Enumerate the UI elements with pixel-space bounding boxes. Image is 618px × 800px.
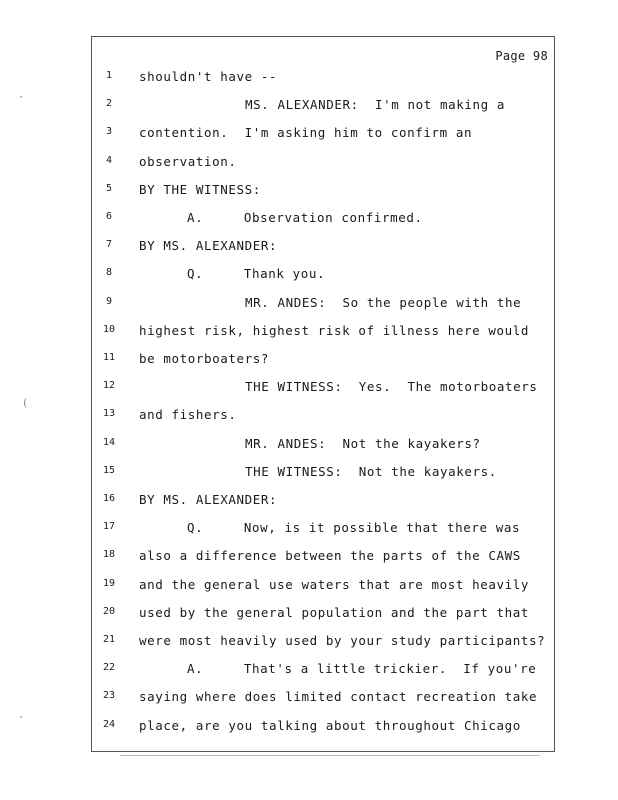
scan-noise [120, 755, 540, 756]
transcript-line: A. That's a little trickier. If you're [187, 661, 537, 677]
transcript-line: be motorboaters? [139, 351, 270, 366]
transcript-line: MR. ANDES: Not the kayakers? [245, 435, 481, 451]
line-number: 20 [102, 605, 116, 617]
line-number: 14 [102, 436, 116, 448]
transcript-line: saying where does limited contact recreation take [139, 689, 538, 705]
transcript-line: were most heavily used by your study participants? [139, 633, 546, 648]
line-number: 5 [105, 182, 113, 194]
transcript-line: observation. [139, 153, 237, 169]
line-number: 11 [102, 352, 116, 363]
line-number: 8 [105, 267, 113, 279]
line-number: 1 [105, 70, 113, 81]
line-number: 6 [105, 211, 113, 222]
line-number: 12 [102, 380, 116, 392]
line-number: 24 [102, 718, 116, 730]
page-number: Page 98 [495, 49, 548, 63]
scan-mark: · [18, 92, 25, 103]
transcript-line: place, are you talking about throughout Chicago [139, 717, 521, 733]
line-number: 10 [102, 323, 116, 335]
transcript-line: and the general use waters that are most heavily [139, 576, 530, 592]
line-number: 3 [105, 126, 113, 138]
transcript-line: highest risk, highest risk of illness here would [139, 322, 530, 338]
line-number: 18 [102, 549, 116, 561]
scan-mark: ( [22, 398, 29, 409]
line-number: 22 [102, 662, 116, 674]
transcript-line: A. Observation confirmed. [187, 210, 423, 225]
transcript-line: THE WITNESS: Yes. The motorboaters [245, 379, 538, 395]
transcript-line: BY THE WITNESS: [139, 181, 261, 197]
transcript-line: Q. Now, is it possible that there was [187, 520, 521, 536]
transcript-line: BY MS. ALEXANDER: [139, 492, 278, 507]
transcript-line: shouldn't have -- [139, 69, 278, 84]
line-number: 16 [102, 493, 116, 504]
transcript-line: and fishers. [139, 407, 237, 423]
transcript-line: also a difference between the parts of the CAWS [139, 548, 521, 564]
scan-mark: · [18, 712, 25, 723]
line-number: 21 [102, 634, 116, 645]
transcript-line: BY MS. ALEXANDER: [139, 238, 278, 254]
line-number: 4 [105, 154, 113, 166]
line-number: 7 [105, 239, 113, 251]
line-number: 9 [105, 295, 113, 307]
transcript-line: MS. ALEXANDER: I'm not making a [245, 97, 506, 113]
transcript-line: Q. Thank you. [187, 266, 326, 282]
line-number: 19 [102, 577, 116, 589]
transcript-line: MR. ANDES: So the people with the [245, 294, 522, 310]
line-number: 17 [102, 521, 116, 533]
line-number: 2 [105, 98, 113, 110]
transcript-line: contention. I'm asking him to confirm an [139, 125, 473, 141]
line-number: 13 [102, 408, 116, 420]
transcript-line: used by the general population and the part that [139, 604, 530, 620]
transcript-line: THE WITNESS: Not the kayakers. [245, 463, 497, 479]
transcript-page [91, 36, 555, 752]
line-number: 15 [102, 464, 116, 476]
line-number: 23 [102, 690, 116, 702]
